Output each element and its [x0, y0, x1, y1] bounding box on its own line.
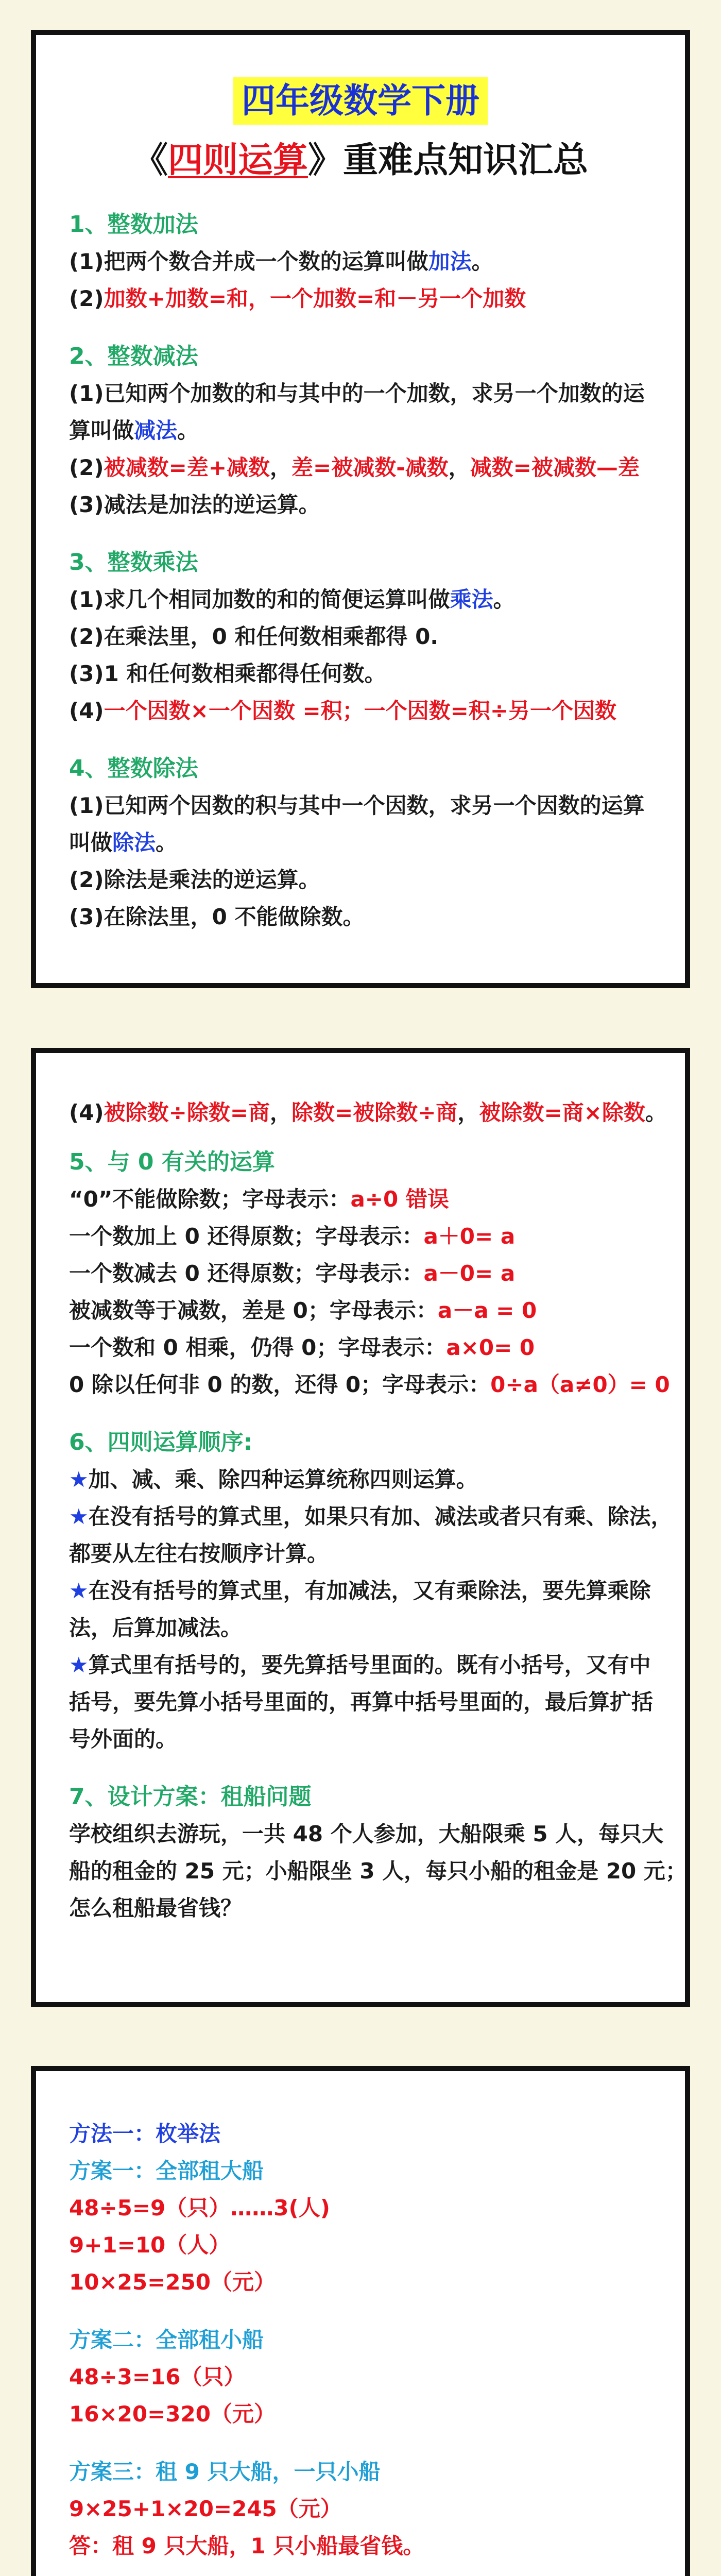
addition-formula: (2)加数+加数=和，一个加数=和－另一个加数 [69, 286, 526, 311]
card-solutions [31, 2066, 690, 2576]
plan-three-heading: 方案三：租 9 只大船，一只小船 [69, 2459, 381, 2484]
star-icon: ★ [69, 1467, 89, 1492]
order-rule-4a: ★算式里有括号的，要先算括号里面的。既有小括号，又有中 [69, 1652, 651, 1677]
order-rule-3b: 法，后算加减法。 [69, 1615, 243, 1640]
order-rule-4c: 号外面的。 [69, 1726, 178, 1752]
method-enumeration: 方法一：枚举法 [69, 2121, 221, 2146]
boat-problem-line-1: 学校组织去游玩，一共 48 个人参加，大船限乘 5 人，每只大 [69, 1821, 664, 1846]
subtraction-definition-1: (1)已知两个加数的和与其中的一个加数，求另一个加数的运 [69, 381, 645, 406]
card-rules [31, 1048, 690, 2007]
order-rule-1: ★加、减、乘、除四种运算统称四则运算。 [69, 1467, 478, 1492]
order-rule-2a: ★在没有括号的算式里，如果只有加、减法或者只有乘、除法， [69, 1504, 673, 1529]
page-title-grade: 四年级数学下册 [233, 77, 488, 125]
star-icon: ★ [69, 1504, 89, 1529]
plan-three-step-1: 9×25+1×20=245（元） [69, 2496, 342, 2521]
division-zero: (3)在除法里，0 不能做除数。 [69, 904, 365, 929]
plan-three-answer: 答：租 9 只大船，1 只小船最省钱。 [69, 2533, 425, 2558]
heading-design-plan: 7、设计方案：租船问题 [69, 1784, 312, 1810]
heading-division: 4、整数除法 [69, 755, 198, 782]
subtraction-formula: (2)被减数=差+减数，差=被减数-减数，减数=被减数—差 [69, 455, 640, 480]
division-definition-2: 叫做除法。 [69, 830, 178, 855]
plan-two-heading: 方案二：全部租小船 [69, 2327, 264, 2352]
zero-rule-quotient: 0 除以任何非 0 的数，还得 0；字母表示：0÷a（a≠0）= 0 [69, 1372, 670, 1397]
zero-rule-subtract: 一个数减去 0 还得原数；字母表示：a－0= a [69, 1261, 516, 1286]
addition-definition: (1)把两个数合并成一个数的运算叫做加法。 [69, 249, 493, 274]
plan-one-step-3: 10×25=250（元） [69, 2269, 276, 2295]
order-rule-4b: 括号，要先算小括号里面的，再算中括号里面的，最后算扩括 [69, 1689, 654, 1715]
heading-addition: 1、整数加法 [69, 211, 198, 238]
division-definition-1: (1)已知两个因数的积与其中一个因数，求另一个因数的运算 [69, 793, 645, 818]
plan-two-step-2: 16×20=320（元） [69, 2401, 276, 2427]
heading-operation-order: 6、四则运算顺序: [69, 1429, 253, 1455]
plan-one-heading: 方案一：全部租大船 [69, 2158, 264, 2183]
multiplication-zero: (2)在乘法里，0 和任何数相乘都得 0. [69, 624, 439, 649]
division-formula: (4)被除数÷除数=商，除数=被除数÷商，被除数=商×除数。 [69, 1100, 667, 1125]
multiplication-definition: (1)求几个相同加数的和的简便运算叫做乘法。 [69, 587, 515, 612]
heading-zero-operations: 5、与 0 有关的运算 [69, 1149, 275, 1175]
zero-rule-divisor: “0”不能做除数；字母表示：a÷0 错误 [69, 1187, 449, 1212]
subtraction-inverse: (3)减法是加法的逆运算。 [69, 492, 320, 517]
zero-rule-difference: 被减数等于减数，差是 0；字母表示：a－a = 0 [69, 1298, 537, 1323]
page-title-topic: 《四则运算》重难点知识汇总 [132, 140, 589, 181]
star-icon: ★ [69, 1652, 89, 1677]
title-block [69, 35, 652, 185]
boat-problem-line-3: 怎么租船最省钱？ [69, 1895, 243, 1921]
boat-problem-line-2: 船的租金的 25 元；小船限坐 3 人，每只小船的租金是 20 元； [69, 1858, 687, 1884]
subtraction-definition-2: 算叫做减法。 [69, 418, 199, 443]
heading-multiplication: 3、整数乘法 [69, 549, 198, 575]
zero-rule-add: 一个数加上 0 还得原数；字母表示：a＋0= a [69, 1224, 516, 1249]
multiplication-one: (3)1 和任何数相乘都得任何数。 [69, 661, 386, 686]
order-rule-3a: ★在没有括号的算式里，有加减法，又有乘除法，要先算乘除 [69, 1578, 651, 1603]
card-basic-operations [31, 30, 690, 988]
multiplication-formula: (4)一个因数×一个因数 =积；一个因数=积÷另一个因数 [69, 698, 617, 723]
plan-one-step-1: 48÷5=9（只）……3(人) [69, 2195, 330, 2221]
heading-subtraction: 2、整数减法 [69, 343, 198, 369]
division-inverse: (2)除法是乘法的逆运算。 [69, 867, 320, 892]
plan-two-step-1: 48÷3=16（只） [69, 2364, 246, 2389]
plan-one-step-2: 9+1=10（人） [69, 2232, 231, 2258]
order-rule-2b: 都要从左往右按顺序计算。 [69, 1541, 329, 1566]
zero-rule-multiply: 一个数和 0 相乘，仍得 0；字母表示：a×0= 0 [69, 1335, 535, 1360]
star-icon: ★ [69, 1578, 89, 1603]
